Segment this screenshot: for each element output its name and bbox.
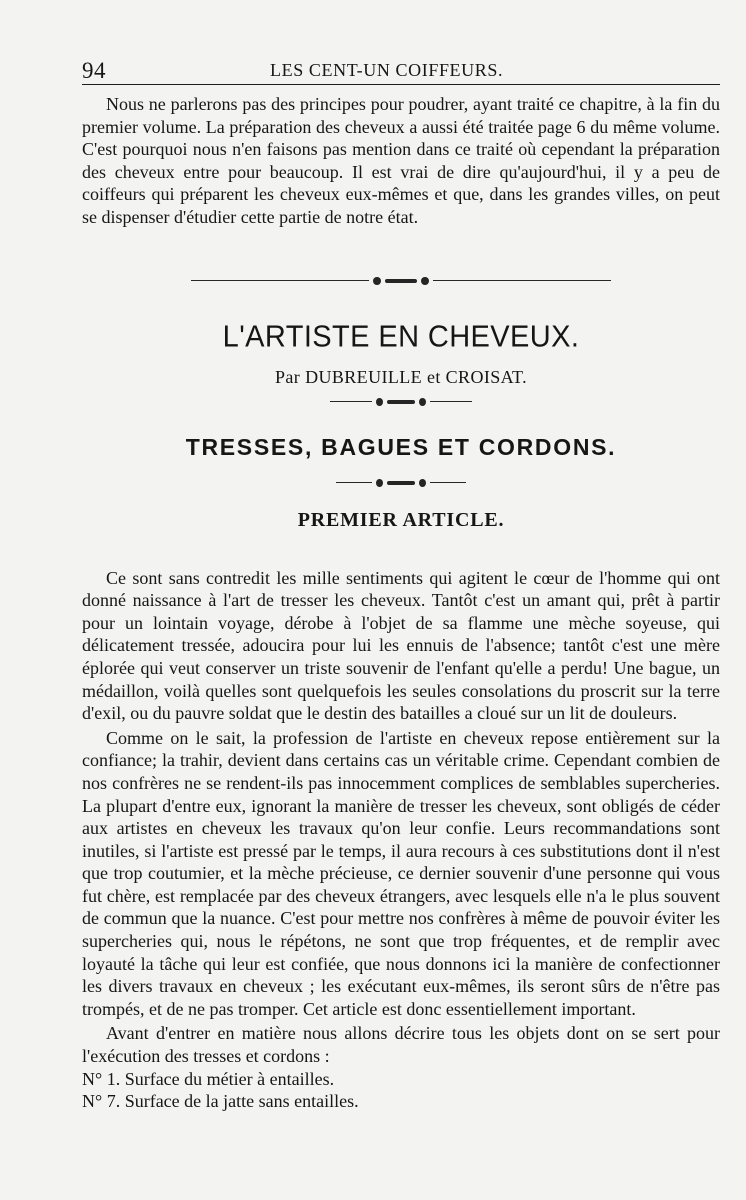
ornament-line-right <box>430 482 466 484</box>
ornament-center-bar <box>385 279 418 283</box>
ornamental-rule-top <box>191 277 611 285</box>
ornament-line-right <box>430 401 472 403</box>
figure-list-item: N° 7. Surface de la jatte sans entailles. <box>82 1091 359 1112</box>
ornament-dot-right <box>419 398 426 406</box>
ornament-center-bar <box>387 481 416 485</box>
section-title: TRESSES, BAGUES ET CORDONS. <box>185 433 617 460</box>
subsection-title: PREMIER ARTICLE. <box>297 508 505 531</box>
article-title: L'ARTISTE EN CHEVEUX. <box>222 319 580 354</box>
figure-list-item: N° 1. Surface du métier à entailles. <box>82 1068 335 1089</box>
ornamental-rule-bottom <box>336 479 466 487</box>
ornament-dot-right <box>421 277 429 285</box>
page-number: 94 <box>82 58 106 83</box>
ornament-dot-left <box>376 479 383 487</box>
ornament-line-left <box>330 401 372 403</box>
body-paragraph: Comme on le sait, la profession de l'artiste en cheveux repose entièrement sur la confiance; la trahir, devient dans certains cas un véritable crime. Cependant combien de nos confrères ne se rendent-ils pas innocemment complices de semblables supercheries. La plupart d'entre eux, ignorant la manière de tresser les cheveux, sont obligés de céder aux artistes en cheveux les travaux qu'on leur confie. Leurs recommandations sont inutiles, si l'artiste est pressé par le temps, il aura recours à ces substitutions dont il n'est que trop coutumier, et la mèche précieuse, ce dernier souvenir d'une personne qui vous fut chère, est remplacée par des cheveux étrangers, avec lesquels elle n'a le plus souvent de commun que la nuance. C'est pour mettre nos confrères à même de pouvoir éviter les supercheries qui, nous le répétons, ne sont que trop fréquentes, et de remplir avec loyauté la tâche qui leur est confiée, que nous donnons ici la manière de confectionner les divers travaux en cheveux ; les exécutant eux-mêmes, ils seront sûrs de n'être pas trompés, et de ne pas tromper. Cet article est donc essentiellement important. <box>82 727 720 1019</box>
running-title: LES CENT-UN COIFFEURS. <box>270 60 504 80</box>
ornament-center-bar <box>387 400 416 404</box>
article-byline: Par DUBREUILLE et CROISAT. <box>274 366 528 387</box>
ornamental-rule-middle <box>330 398 472 406</box>
figure-list <box>82 1068 720 1113</box>
ornament-line-left <box>336 482 372 484</box>
ornament-dot-left <box>376 398 383 406</box>
running-head <box>82 54 720 85</box>
article-body <box>82 567 720 1113</box>
body-paragraph: Ce sont sans contredit les mille sentiments qui agitent le cœur de l'homme qui ont donné naissance à l'art de tresser les cheveux. Tantôt c'est un amant qui, prêt à partir pour un lointain voyage, dérobe à l'objet de sa flamme une mèche soyeuse, qui délicatement tressée, adoucira pour lui les ennuis de l'absence; tantôt c'est une mère éplorée qui veut conserver un triste souvenir de l'enfant qu'elle a perdu! Une bague, un médaillon, voilà quelles sont quelquefois les seules consolations du proscrit sur la terre d'exil, ou du pauvre soldat que le destin des batailles a cloué sur un lit de douleurs. <box>82 567 720 724</box>
ornament-dot-left <box>373 277 381 285</box>
ornament-dot-right <box>419 479 426 487</box>
intro-paragraph: Nous ne parlerons pas des principes pour poudrer, ayant traité ce chapitre, à la fin du premier volume. La préparation des cheveux a aussi été traitée page 6 du même volume. C'est pourquoi nous n'en faisons pas mention dans ce traité où cependant la préparation des cheveux entre pour beaucoup. Il est vrai de dire qu'aujourd'hui, il y a peu de coiffeurs qui préparent les cheveux eux-mêmes et que, dans les grandes villes, on peut se dispenser d'étudier cette partie de notre état. <box>82 94 720 227</box>
intro-section <box>82 93 720 229</box>
ornament-line-left <box>191 280 369 282</box>
body-paragraph: Avant d'entrer en matière nous allons décrire tous les objets dont on se sert pour l'exécution des tresses et cordons : <box>82 1023 720 1067</box>
ornament-line-right <box>433 280 611 282</box>
